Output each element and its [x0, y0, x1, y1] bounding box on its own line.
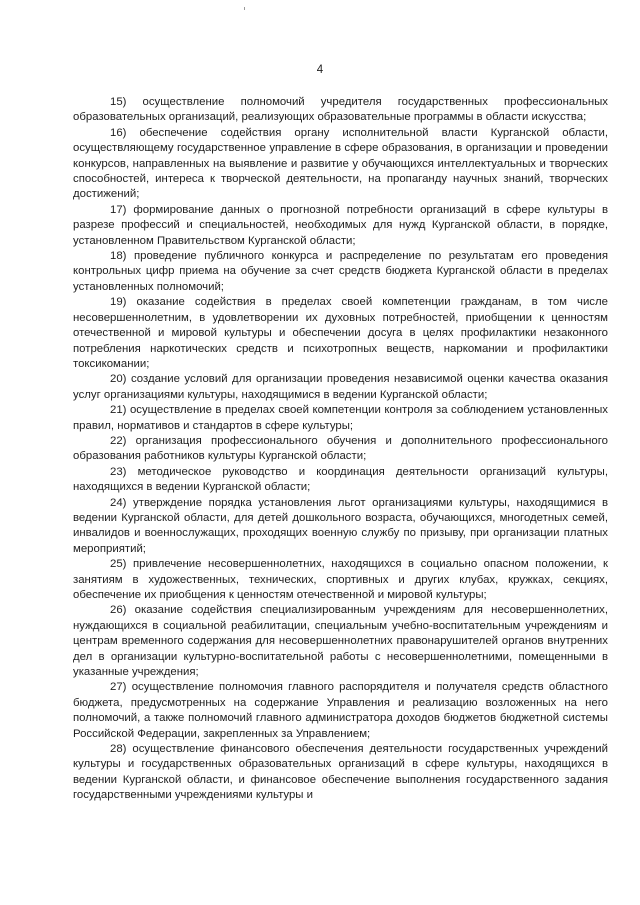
paragraph-item-25: 25) привлечение несовершеннолетних, находящихся в социально опасном положении, к занятиям в художественных, технических, спортивных и других клубах, кружках, секциях, обеспечение их приобщения к ценностям отечественной и мировой культуры;	[73, 558, 608, 601]
paragraph-item-22: 22) организация профессионального обучения и дополнительного профессионального образования работников культуры Курганской области;	[73, 434, 608, 463]
scan-mark	[244, 7, 245, 10]
paragraph-item-17: 17) формирование данных о прогнозной потребности организаций в сфере культуры в разрезе профессий и специальностей, необходимых для нужд Курганской области, в порядке, установленном Правительством Курганской области;	[73, 203, 608, 247]
document-body	[73, 95, 608, 804]
paragraph-item-21: 21) осуществление в пределах своей компетенции контроля за соблюдением установленных правил, нормативов и стандартов в сфере культуры;	[73, 404, 608, 432]
paragraph-item-26: 26) оказание содействия специализированным учреждениям для несовершеннолетних, нуждающихся в социальной реабилитации, специальным учебно-воспитательным учреждениям и центрам временного содержания для несовершеннолетних правонарушителей органов внутренних дел в организации культурно-воспитательной работы с несовершеннолетними, помещенными в указанные учреждения;	[73, 604, 608, 679]
paragraph-item-19: 19) оказание содействия в пределах своей компетенции гражданам, в том числе несовершеннолетним, в удовлетворении их духовных потребностей, приобщении к ценностям отечественной и мировой культуры и обеспечении досуга в целях профилактики незаконного потребления наркотических средств и психотропных веществ, наркомании и профилактики токсикомании;	[73, 296, 608, 370]
paragraph-item-24: 24) утверждение порядка установления льгот организациями культуры, находящимися в ведении Курганской области, для детей дошкольного возраста, обучающихся, многодетных семей, инвалидов и военнослужащих, проходящих военную службу по призыву, при организации платных мероприятий;	[73, 496, 608, 555]
paragraph-item-20: 20) создание условий для организации проведения независимой оценки качества оказания услуг организациями культуры, находящимися в ведении Курганской области;	[73, 373, 608, 401]
paragraph-item-15: 15) осуществление полномочий учредителя государственных профессиональных образовательных организаций, реализующих образовательные программы в области искусства;	[73, 96, 608, 124]
page-number: 4	[316, 64, 324, 76]
paragraph-item-23: 23) методическое руководство и координация деятельности организаций культуры, находящихся в ведении Курганской области;	[73, 465, 608, 494]
paragraph-item-28: 28) осуществление финансового обеспечения деятельности государственных учреждений культуры и государственных образовательных организаций в сфере культуры, находящихся в ведении Курганской области, и финансовое обеспечение выполнения государственного задания государственными учреждениями культуры и	[73, 743, 608, 802]
paragraph-item-27: 27) осуществление полномочия главного распорядителя и получателя средств областного бюджета, предусмотренных на содержание Управления и реализацию возложенных на него полномочий, а также полномочий главного администратора доходов бюджетов бюджетной системы Российской Федерации, закрепленных за Управлением;	[73, 681, 608, 740]
paragraph-item-16: 16) обеспечение содействия органу исполнительной власти Курганской области, осуществляющему государственное управление в сфере образования, в организации и проведении конкурсов, направленных на выявление и развитие у обучающихся интеллектуальных и творческих способностей, интереса к творческой деятельности, на пропаганду научных знаний, творческих достижений;	[73, 126, 608, 201]
paragraph-item-18: 18) проведение публичного конкурса и распределение по результатам его проведения контрольных цифр приема на обучение за счет средств бюджета Курганской области в пределах установленных полномочий;	[73, 250, 608, 293]
